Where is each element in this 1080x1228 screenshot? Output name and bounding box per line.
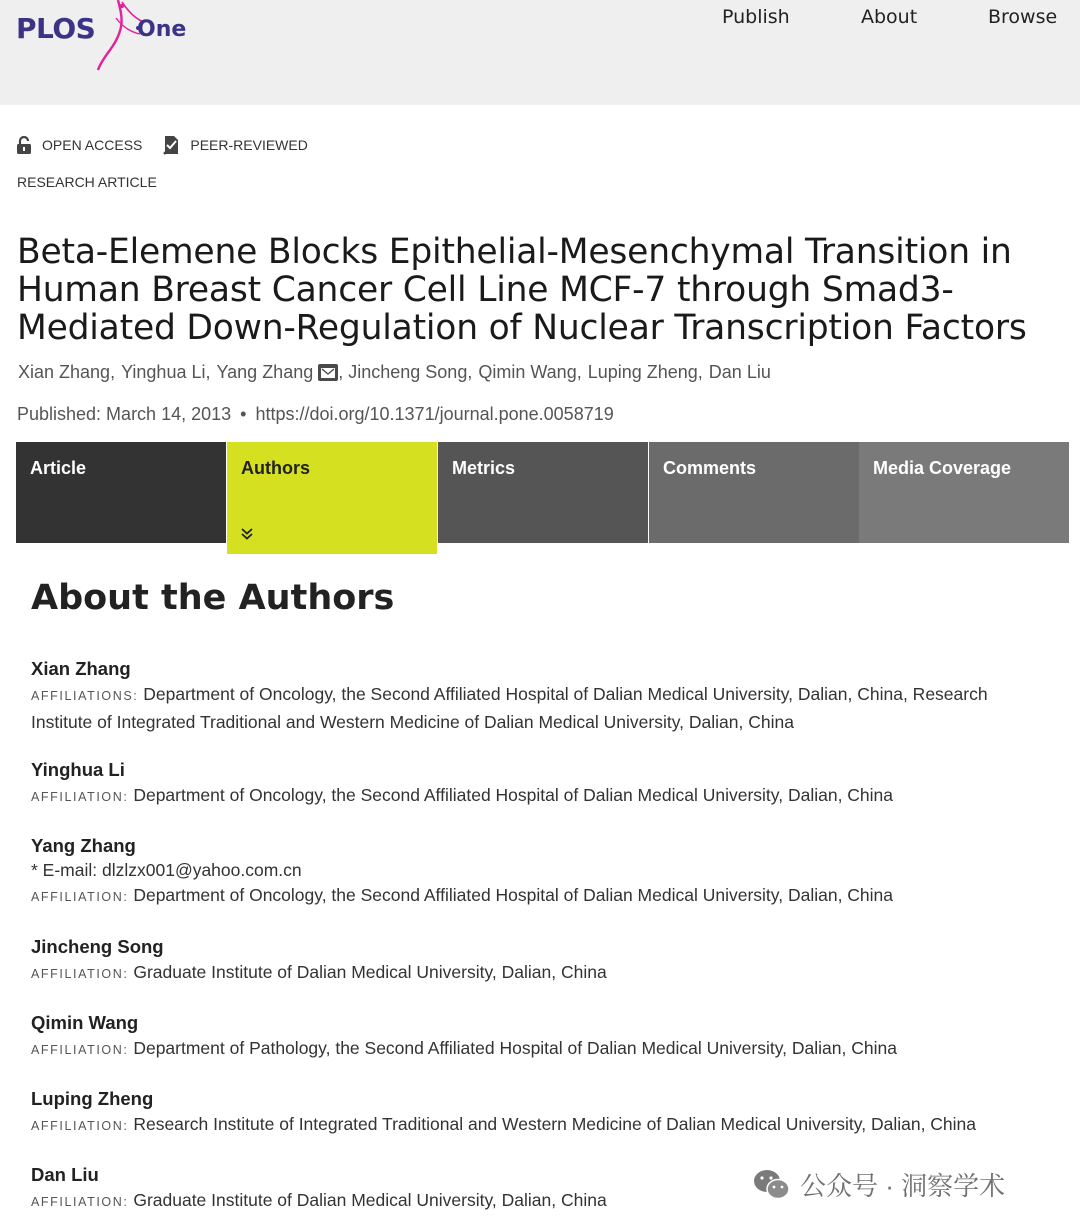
- publication-info: [17, 404, 614, 425]
- envelope-icon: [321, 368, 335, 378]
- author-list: [18, 362, 771, 383]
- article-badges: [16, 134, 328, 156]
- affiliation-line: [31, 782, 1061, 810]
- affiliation-text: Department of Oncology, the Second Affiliated Hospital of Dalian Medical University, Dalian, China: [133, 785, 894, 805]
- affiliation-label: AFFILIATION:: [31, 967, 129, 981]
- author-name: Xian Zhang: [31, 658, 131, 679]
- peer-reviewed-label: PEER-REVIEWED: [190, 137, 308, 153]
- author-name: Jincheng Song: [31, 936, 164, 957]
- affiliation-label: AFFILIATION:: [31, 1195, 129, 1209]
- author-link[interactable]: Yang Zhang: [216, 362, 314, 382]
- affiliation-label: AFFILIATION:: [31, 1119, 129, 1133]
- double-chevron-down-icon: [241, 528, 253, 540]
- peer-review-icon: [162, 134, 180, 156]
- affiliation-line-cont: Institute of Integrated Traditional and Western Medicine of Dalian Medical University, Dalian, China: [31, 712, 794, 732]
- nav-browse[interactable]: Browse: [988, 6, 1058, 28]
- nav-publish[interactable]: Publish: [722, 6, 790, 28]
- affiliation-label: AFFILIATIONS:: [31, 689, 139, 703]
- article-tabs: [16, 442, 1069, 554]
- tab-article[interactable]: [16, 442, 226, 543]
- tab-comments[interactable]: [649, 442, 859, 543]
- email-icon[interactable]: [318, 364, 338, 381]
- open-access-badge[interactable]: [16, 136, 142, 154]
- author-link[interactable]: Qimin Wang,: [478, 362, 582, 382]
- author-name: Qimin Wang: [31, 1012, 139, 1033]
- author-link[interactable]: Dan Liu: [708, 362, 771, 382]
- nav-about[interactable]: About: [861, 6, 918, 28]
- watermark-text: 公众号 · 洞察学术: [800, 1171, 1006, 1201]
- tab-label: Article: [30, 458, 87, 478]
- article-type-label: RESEARCH ARTICLE: [17, 174, 157, 190]
- author-name: Yinghua Li: [31, 759, 125, 780]
- tab-label: Comments: [663, 458, 757, 478]
- author-link[interactable]: Luping Zheng,: [587, 362, 703, 382]
- affiliation-text: Department of Oncology, the Second Affiliated Hospital of Dalian Medical University, Dalian, China: [133, 885, 894, 905]
- wechat-watermark: [752, 1166, 1005, 1203]
- site-header: [0, 0, 1080, 105]
- tab-media-coverage[interactable]: [859, 442, 1069, 543]
- affiliation-line: [31, 1035, 1061, 1063]
- logo-text: PLOS: [16, 12, 96, 45]
- title-line: Beta-Elemene Blocks Epithelial-Mesenchymal Transition in: [17, 232, 1012, 272]
- affiliation-line: [31, 959, 1061, 987]
- affiliation-text: Department of Pathology, the Second Affiliated Hospital of Dalian Medical University, Dalian, China: [133, 1038, 897, 1058]
- author-email[interactable]: * E-mail: dlzlzx001@yahoo.com.cn: [31, 860, 302, 880]
- affiliation-label: AFFILIATION:: [31, 890, 129, 904]
- author-entry: [31, 758, 1061, 810]
- separator-dot: •: [240, 404, 247, 424]
- affiliation-line: [31, 882, 1061, 910]
- doi-link[interactable]: https://doi.org/10.1371/journal.pone.0058719: [255, 404, 614, 424]
- tab-authors[interactable]: [227, 442, 437, 554]
- author-link[interactable]: Yinghua Li,: [121, 362, 211, 382]
- author-entry: [31, 1087, 1061, 1139]
- affiliation-line: [31, 1111, 1061, 1139]
- affiliation-text: Graduate Institute of Dalian Medical University, Dalian, China: [133, 1190, 607, 1210]
- author-entry: [31, 935, 1061, 987]
- author-name: Dan Liu: [31, 1164, 99, 1185]
- peer-reviewed-badge[interactable]: [162, 134, 307, 156]
- author-entry: [31, 657, 1061, 735]
- plos-one-logo[interactable]: [16, 0, 206, 75]
- title-line: Mediated Down-Regulation of Nuclear Transcription Factors: [17, 308, 1027, 348]
- published-date: Published: March 14, 2013: [17, 404, 232, 424]
- open-access-label: OPEN ACCESS: [42, 137, 143, 153]
- author-entry: [31, 834, 1061, 910]
- affiliation-text: Department of Oncology, the Second Affiliated Hospital of Dalian Medical University, Dalian, China, Research: [143, 684, 988, 704]
- author-entry: [31, 1011, 1061, 1063]
- tab-label: Metrics: [452, 458, 516, 478]
- section-title: About the Authors: [31, 578, 395, 618]
- tab-label: Media Coverage: [873, 458, 1012, 478]
- author-name: Luping Zheng: [31, 1088, 154, 1109]
- affiliation-text: Graduate Institute of Dalian Medical University, Dalian, China: [133, 962, 607, 982]
- article-title: [17, 233, 1077, 347]
- affiliation-line: [31, 681, 1061, 709]
- author-name: Yang Zhang: [31, 835, 136, 856]
- unlock-icon: [16, 136, 32, 154]
- tab-label: Authors: [241, 458, 310, 478]
- tab-metrics[interactable]: [438, 442, 648, 543]
- affiliation-label: AFFILIATION:: [31, 790, 129, 804]
- title-line: Human Breast Cancer Cell Line MCF-7 through Smad3-: [17, 270, 954, 310]
- author-link[interactable]: , Jincheng Song,: [338, 362, 473, 382]
- logo-subtext: One: [137, 17, 187, 42]
- affiliation-text: Research Institute of Integrated Traditional and Western Medicine of Dalian Medical University, Dalian, China: [133, 1114, 977, 1134]
- author-link[interactable]: Xian Zhang,: [18, 362, 116, 382]
- wechat-icon: [752, 1168, 792, 1202]
- affiliation-label: AFFILIATION:: [31, 1043, 129, 1057]
